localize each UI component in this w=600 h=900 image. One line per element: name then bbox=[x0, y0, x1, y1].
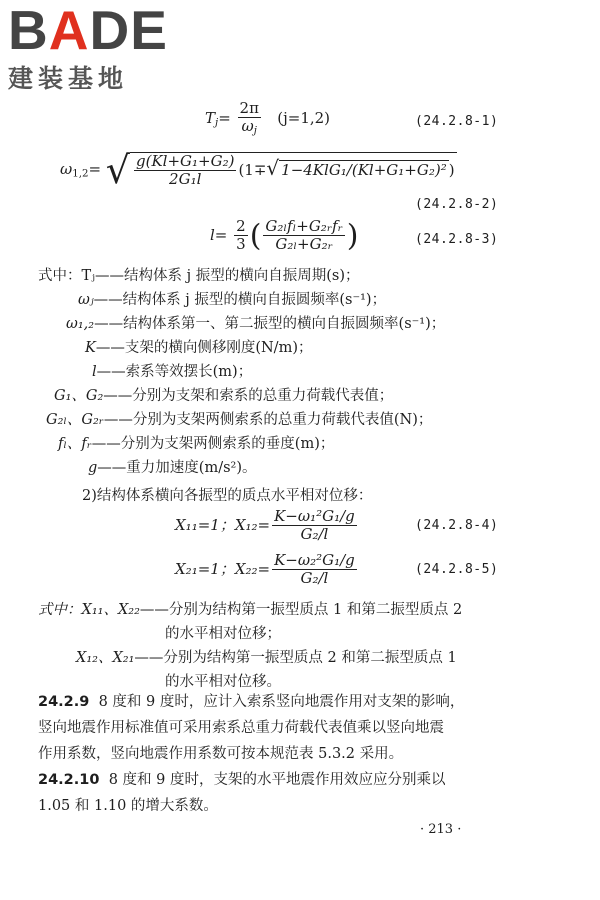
page-number: · 213 · bbox=[420, 822, 462, 837]
logo-subtitle: 建装基地 bbox=[8, 64, 129, 93]
formula-24-2-8-4: X₁₁=1；X₁₂= $\frac{\text{K−ω₁²G₁/g}}{\text{G₂/l}}$ bbox=[175, 507, 355, 544]
equation-number: (24.2.8-1) bbox=[415, 114, 499, 129]
equation-number: (24.2.8-3) bbox=[415, 232, 499, 247]
formula-24-2-8-5: X₂₁=1；X₂₂= $\frac{\text{K−ω₂²G₁/g}}{\text{G₂/l}}$ bbox=[175, 551, 355, 588]
formula-24-2-8-3: l= $\frac{2}{3}$ ( $\frac{\text{G₂ₗfₗ+G₂ᵣfᵣ}}{\text{G₂ₗ+G₂ᵣ}}$ ) bbox=[210, 217, 359, 254]
definition-row: fₗ、fᵣ——分别为支架两侧索系的垂度(m)； bbox=[58, 436, 335, 452]
definition-row: 式中：X₁₁、X₂₂——分别为结构第一振型质点 1 和第二振型质点 2 bbox=[38, 602, 463, 618]
definition-row: X₁₂、X₂₁——分别为结构第一振型质点 2 和第二振型质点 1 bbox=[76, 650, 457, 666]
equation-number: (24.2.8-4) bbox=[415, 518, 499, 533]
definition-row: K——支架的横向侧移刚度(N/m)； bbox=[85, 340, 313, 356]
definition-row: G₁、G₂——分别为支架和索系的总重力荷载代表值； bbox=[54, 388, 394, 404]
formula-24-2-8-2: $\omega_{1,2}=$ √ $\frac{\text{g(Kl+G₁+G₂)}}{\text{2G₁l}}$ (1∓√ 1−4KlG₁/(Kl+G₁+G₂)² ) bbox=[60, 148, 455, 192]
definition-row: ω₁,₂——结构体系第一、第二振型的横向自振圆频率(s⁻¹)； bbox=[66, 316, 446, 332]
clause-24-2-9: 24.2.9 8 度和 9 度时，应计入索系竖向地震作用对支架的影响， bbox=[38, 694, 465, 710]
definition-row-continuation: 的水平相对位移。 bbox=[165, 674, 281, 690]
definition-row-continuation: 的水平相对位移； bbox=[165, 626, 281, 642]
definition-row: ωⱼ——结构体系 j 振型的横向自振圆频率(s⁻¹)； bbox=[78, 292, 387, 308]
definition-row: 式中：Tⱼ——结构体系 j 振型的横向自振周期(s)； bbox=[38, 268, 360, 284]
definition-row: l——索系等效摆长(m)； bbox=[92, 364, 253, 380]
formula-24-2-8-1: $T_j=$ $\frac{2\pi}{\omega_j}$ (j=1,2) bbox=[205, 99, 331, 137]
equation-number: (24.2.8-5) bbox=[415, 562, 499, 577]
clause-line: 1.05 和 1.10 的增大系数。 bbox=[38, 798, 218, 814]
clause-line: 作用系数，竖向地震作用系数可按本规范表 5.3.2 采用。 bbox=[38, 746, 404, 762]
logo-wordmark: BADE bbox=[8, 0, 168, 61]
definition-row: G₂ₗ、G₂ᵣ——分别为支架两侧索系的总重力荷载代表值(N)； bbox=[46, 412, 433, 428]
equation-number: (24.2.8-2) bbox=[415, 197, 499, 212]
logo bbox=[8, 0, 184, 95]
clause-line: 竖向地震作用标准值可采用索系总重力荷载代表值乘以竖向地震 bbox=[38, 720, 444, 736]
definition-row: g——重力加速度(m/s²)。 bbox=[88, 460, 257, 476]
list-item-heading: 2)结构体系横向各振型的质点水平相对位移： bbox=[82, 488, 373, 504]
clause-24-2-10: 24.2.10 8 度和 9 度时，支架的水平地震作用效应应分别乘以 bbox=[38, 772, 446, 788]
